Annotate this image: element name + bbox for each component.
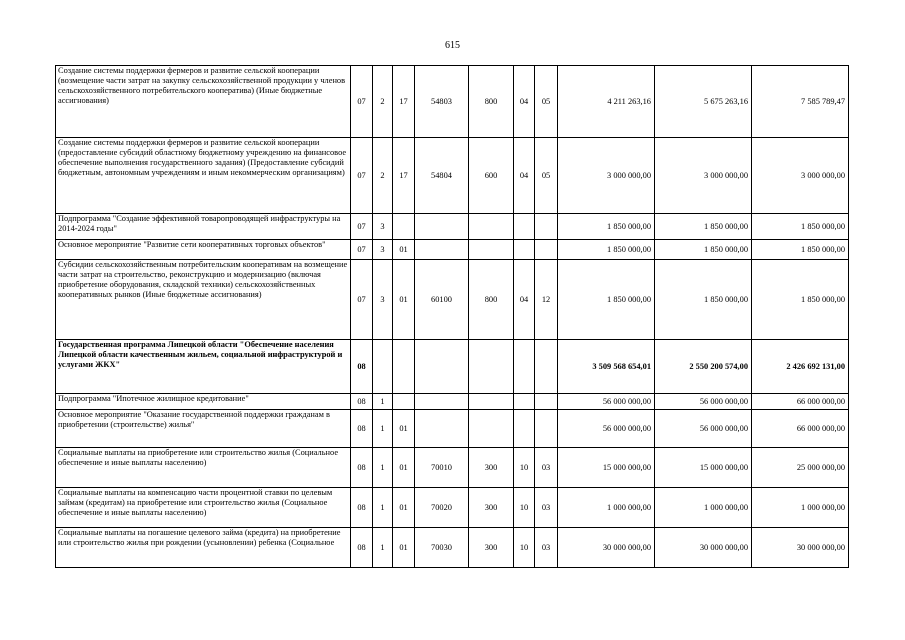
cell-subsection — [535, 214, 558, 240]
cell-expense-type — [469, 394, 514, 410]
cell-subprogram: 1 — [373, 410, 393, 448]
table-row — [56, 528, 849, 568]
cell-section: 10 — [514, 448, 535, 488]
table-row — [56, 448, 849, 488]
cell-expense-type: 600 — [469, 138, 514, 214]
cell-subprogram: 2 — [373, 138, 393, 214]
cell-amount-year1: 4 211 263,16 — [558, 66, 655, 138]
cell-section: 10 — [514, 528, 535, 568]
row-name: Субсидии сельскохозяйственным потребительским кооперативам на возмещение части затрат на строительство, реконструкцию и модернизацию (включая приобретение оборудования, складской техники) сельскохозяйственных кооперативных рынков (Иные бюджетные ассигнования) — [56, 260, 351, 340]
budget-table — [55, 65, 849, 568]
cell-subsection — [535, 340, 558, 394]
cell-amount-year1: 3 509 568 654,01 — [558, 340, 655, 394]
cell-amount-year1: 1 850 000,00 — [558, 214, 655, 240]
cell-subsection: 05 — [535, 138, 558, 214]
cell-activity: 17 — [393, 138, 415, 214]
cell-section: 04 — [514, 138, 535, 214]
cell-program: 08 — [351, 410, 373, 448]
cell-subprogram: 3 — [373, 240, 393, 260]
cell-amount-year1: 56 000 000,00 — [558, 410, 655, 448]
table-row — [56, 214, 849, 240]
row-name: Социальные выплаты на компенсацию части процентной ставки по целевым займам (кредитам) на приобретение или строительство жилья (Социальное обеспечение и иные выплаты населению) — [56, 488, 351, 528]
cell-amount-year1: 30 000 000,00 — [558, 528, 655, 568]
cell-amount-year3: 66 000 000,00 — [752, 410, 849, 448]
cell-direction-code: 54803 — [415, 66, 469, 138]
cell-direction-code — [415, 340, 469, 394]
cell-direction-code — [415, 214, 469, 240]
cell-program: 07 — [351, 240, 373, 260]
cell-amount-year1: 15 000 000,00 — [558, 448, 655, 488]
row-name: Основное мероприятие "Развитие сети кооперативных торговых объектов" — [56, 240, 351, 260]
row-name: Основное мероприятие "Оказание государственной поддержки гражданам в приобретении (строительстве) жилья" — [56, 410, 351, 448]
cell-direction-code: 54804 — [415, 138, 469, 214]
cell-subsection — [535, 240, 558, 260]
cell-program: 08 — [351, 448, 373, 488]
cell-expense-type — [469, 410, 514, 448]
cell-program: 08 — [351, 394, 373, 410]
row-name: Создание системы поддержки фермеров и развитие сельской кооперации (возмещение части затрат на закупку сельскохозяйственной продукции у членов сельскохозяйственного потребительского кооператива) (Иные бюджетные ассигнования) — [56, 66, 351, 138]
cell-activity — [393, 340, 415, 394]
cell-section — [514, 410, 535, 448]
table-row — [56, 340, 849, 394]
row-name: Социальные выплаты на погашение целевого займа (кредита) на приобретение или строительство жилья при рождении (усыновлении) ребенка (Социальное — [56, 528, 351, 568]
cell-subsection: 03 — [535, 448, 558, 488]
cell-amount-year2: 30 000 000,00 — [655, 528, 752, 568]
cell-subprogram: 1 — [373, 448, 393, 488]
cell-amount-year3: 1 850 000,00 — [752, 214, 849, 240]
cell-section: 10 — [514, 488, 535, 528]
cell-expense-type: 800 — [469, 66, 514, 138]
cell-amount-year2: 1 850 000,00 — [655, 214, 752, 240]
cell-activity: 01 — [393, 448, 415, 488]
cell-amount-year2: 1 000 000,00 — [655, 488, 752, 528]
cell-activity — [393, 394, 415, 410]
cell-subsection: 05 — [535, 66, 558, 138]
cell-program: 07 — [351, 214, 373, 240]
cell-amount-year1: 3 000 000,00 — [558, 138, 655, 214]
page-number: 615 — [445, 40, 460, 51]
cell-subsection: 03 — [535, 488, 558, 528]
cell-subsection: 12 — [535, 260, 558, 340]
cell-expense-type: 300 — [469, 448, 514, 488]
cell-amount-year2: 5 675 263,16 — [655, 66, 752, 138]
cell-program: 07 — [351, 138, 373, 214]
table-row — [56, 138, 849, 214]
cell-subprogram: 1 — [373, 488, 393, 528]
cell-activity: 01 — [393, 260, 415, 340]
cell-amount-year3: 1 000 000,00 — [752, 488, 849, 528]
table-row — [56, 66, 849, 138]
table-row — [56, 260, 849, 340]
cell-amount-year3: 3 000 000,00 — [752, 138, 849, 214]
cell-activity — [393, 214, 415, 240]
cell-subsection: 03 — [535, 528, 558, 568]
cell-activity: 01 — [393, 528, 415, 568]
cell-section — [514, 394, 535, 410]
cell-direction-code — [415, 410, 469, 448]
cell-amount-year3: 7 585 789,47 — [752, 66, 849, 138]
cell-amount-year2: 3 000 000,00 — [655, 138, 752, 214]
cell-section — [514, 340, 535, 394]
cell-subprogram: 2 — [373, 66, 393, 138]
row-name: Социальные выплаты на приобретение или строительство жилья (Социальное обеспечение и иные выплаты населению) — [56, 448, 351, 488]
cell-section — [514, 240, 535, 260]
cell-activity: 17 — [393, 66, 415, 138]
row-name: Подпрограмма "Ипотечное жилищное кредитование" — [56, 394, 351, 410]
table-row — [56, 240, 849, 260]
cell-amount-year2: 2 550 200 574,00 — [655, 340, 752, 394]
cell-amount-year3: 25 000 000,00 — [752, 448, 849, 488]
cell-program: 07 — [351, 66, 373, 138]
cell-amount-year2: 1 850 000,00 — [655, 260, 752, 340]
row-name: Создание системы поддержки фермеров и развитие сельской кооперации (предоставление субсидий областному бюджетному учреждению на финансовое обеспечение выполнения государственного задания) (Предоставление субсидий бюджетным, автономным учреждениям и иным некоммерческим организациям) — [56, 138, 351, 214]
cell-expense-type — [469, 340, 514, 394]
cell-subprogram: 3 — [373, 260, 393, 340]
cell-section — [514, 214, 535, 240]
row-name: Государственная программа Липецкой области "Обеспечение населения Липецкой области качественным жильем, социальной инфраструктурой и услугами ЖКХ" — [56, 340, 351, 394]
cell-activity: 01 — [393, 488, 415, 528]
cell-program: 07 — [351, 260, 373, 340]
cell-direction-code: 70030 — [415, 528, 469, 568]
cell-subprogram: 3 — [373, 214, 393, 240]
cell-amount-year2: 56 000 000,00 — [655, 410, 752, 448]
cell-direction-code: 70020 — [415, 488, 469, 528]
cell-subsection — [535, 410, 558, 448]
cell-amount-year3: 66 000 000,00 — [752, 394, 849, 410]
cell-subprogram: 1 — [373, 528, 393, 568]
cell-amount-year2: 56 000 000,00 — [655, 394, 752, 410]
cell-expense-type — [469, 240, 514, 260]
cell-expense-type: 300 — [469, 528, 514, 568]
cell-activity: 01 — [393, 240, 415, 260]
cell-subprogram: 1 — [373, 394, 393, 410]
cell-section: 04 — [514, 260, 535, 340]
cell-amount-year1: 1 850 000,00 — [558, 240, 655, 260]
cell-amount-year2: 1 850 000,00 — [655, 240, 752, 260]
cell-expense-type: 800 — [469, 260, 514, 340]
table-body — [56, 66, 849, 568]
cell-amount-year3: 30 000 000,00 — [752, 528, 849, 568]
cell-amount-year3: 1 850 000,00 — [752, 260, 849, 340]
cell-subprogram — [373, 340, 393, 394]
cell-subsection — [535, 394, 558, 410]
cell-amount-year2: 15 000 000,00 — [655, 448, 752, 488]
cell-program: 08 — [351, 488, 373, 528]
cell-direction-code — [415, 394, 469, 410]
cell-direction-code: 70010 — [415, 448, 469, 488]
cell-amount-year3: 1 850 000,00 — [752, 240, 849, 260]
cell-expense-type — [469, 214, 514, 240]
table-row — [56, 488, 849, 528]
table-row — [56, 394, 849, 410]
cell-expense-type: 300 — [469, 488, 514, 528]
cell-amount-year1: 1 850 000,00 — [558, 260, 655, 340]
cell-amount-year1: 56 000 000,00 — [558, 394, 655, 410]
cell-activity: 01 — [393, 410, 415, 448]
cell-section: 04 — [514, 66, 535, 138]
cell-amount-year1: 1 000 000,00 — [558, 488, 655, 528]
cell-direction-code — [415, 240, 469, 260]
cell-program: 08 — [351, 528, 373, 568]
cell-direction-code: 60100 — [415, 260, 469, 340]
row-name: Подпрограмма "Создание эффективной товаропроводящей инфраструктуры на 2014-2024 годы" — [56, 214, 351, 240]
table-row — [56, 410, 849, 448]
cell-program: 08 — [351, 340, 373, 394]
cell-amount-year3: 2 426 692 131,00 — [752, 340, 849, 394]
